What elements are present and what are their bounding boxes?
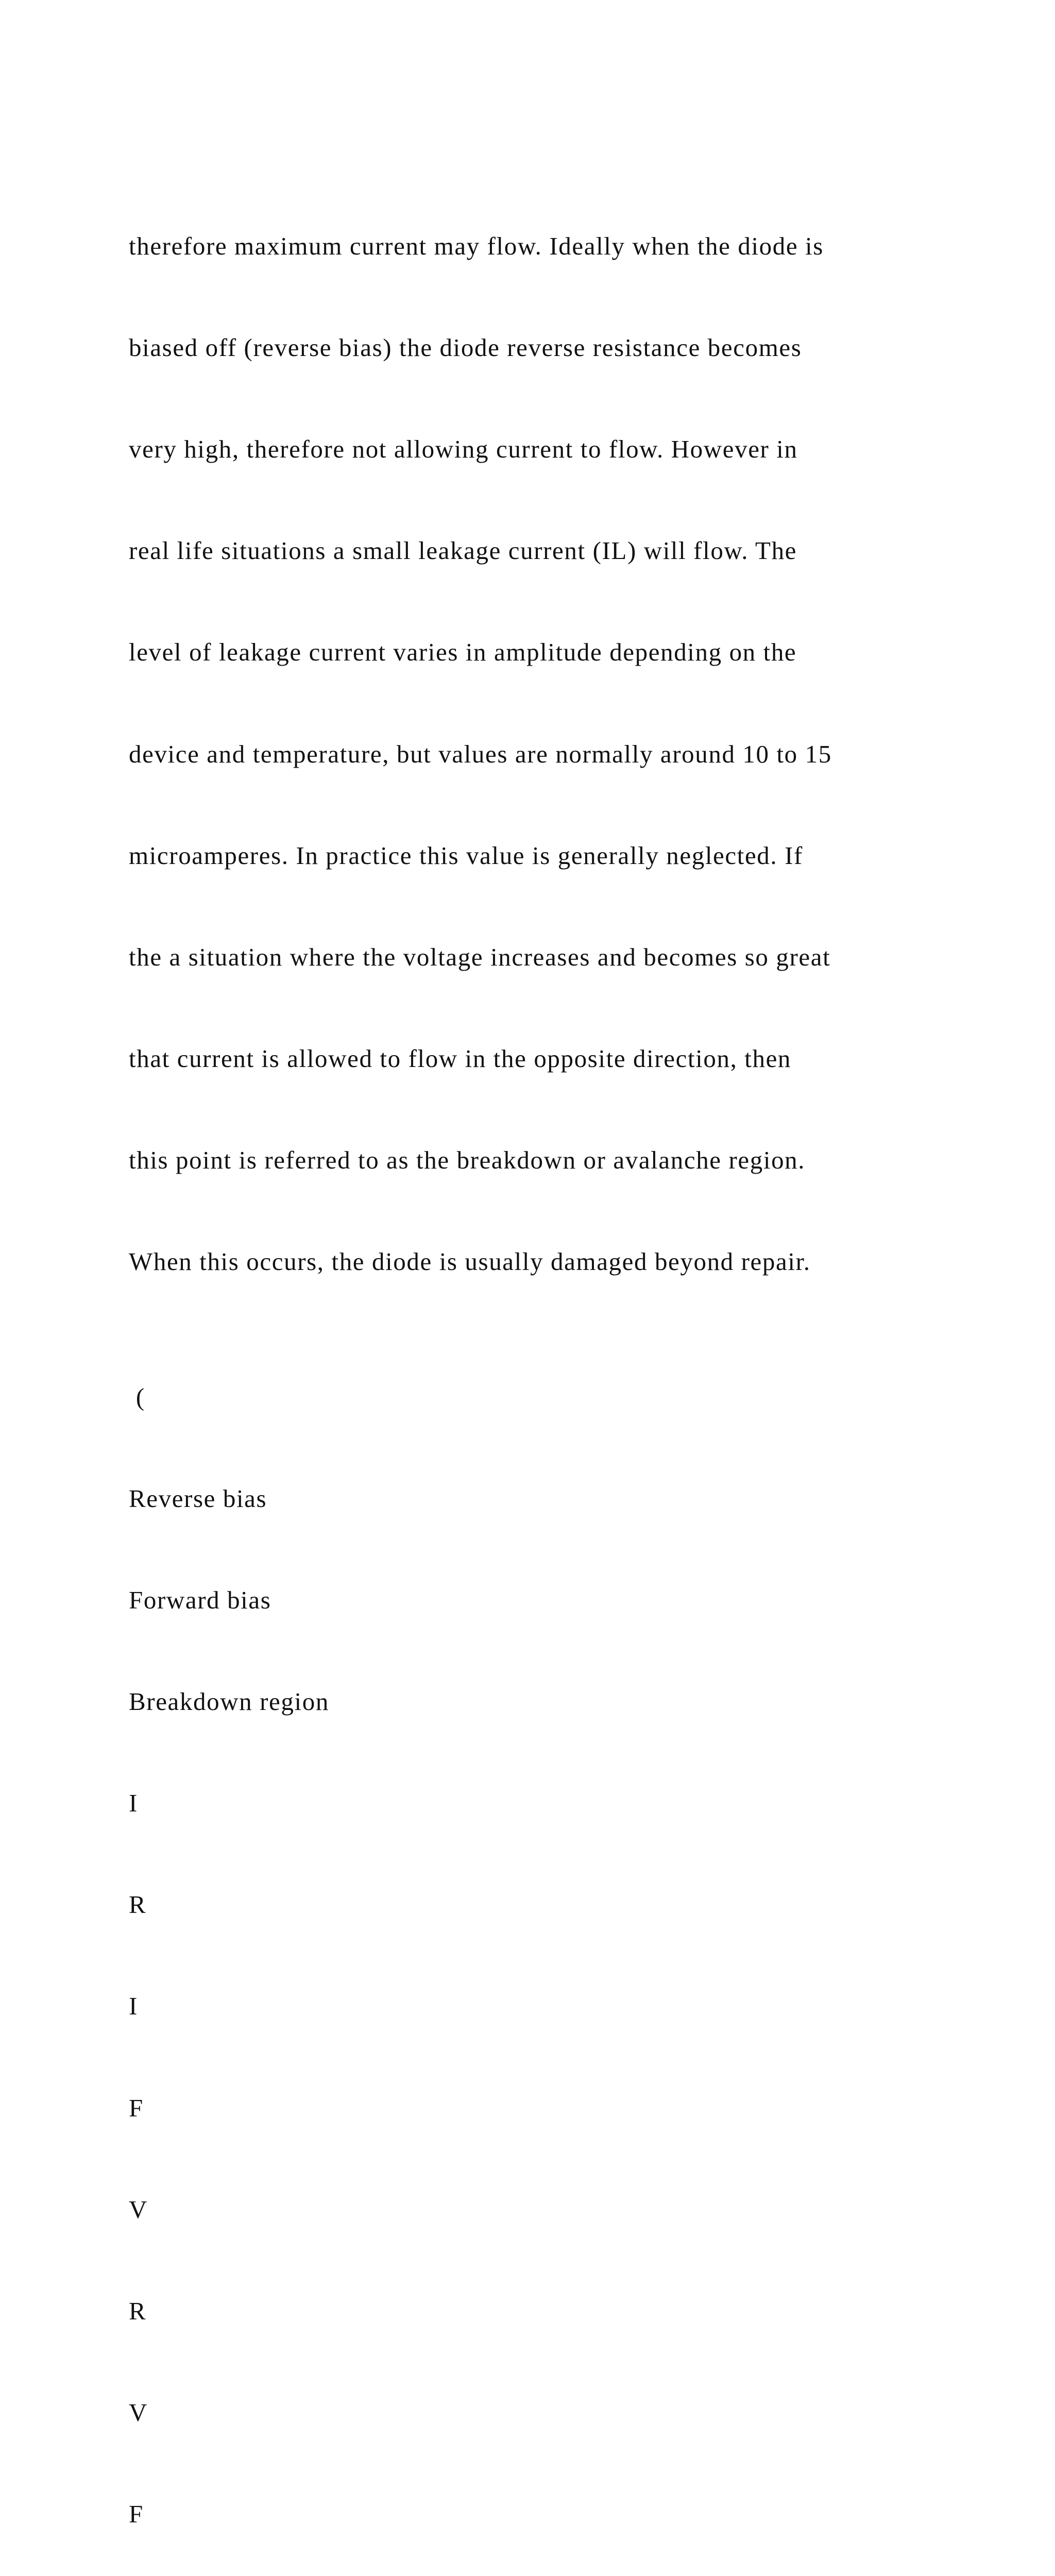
figure-label: R (129, 2296, 147, 2325)
figure-label: ( (129, 1382, 145, 1411)
paragraph-line: therefore maximum current may flow. Ideally when the diode is (129, 232, 824, 261)
paragraph-line: the a situation where the voltage increases and becomes so great (129, 942, 831, 971)
figure-label: V (129, 2398, 148, 2427)
figure-label: Reverse bias (129, 1484, 267, 1513)
figure-label: Forward bias (129, 1586, 271, 1615)
paragraph-line: very high, therefore not allowing current to flow. However in (129, 435, 798, 464)
figure-label: F (129, 2499, 144, 2528)
figure-label: F (129, 2093, 144, 2122)
figure-label: I (129, 1789, 138, 1818)
paragraph-line: When this occurs, the diode is usually damaged beyond repair. (129, 1247, 811, 1276)
paragraph-line: that current is allowed to flow in the opposite direction, then (129, 1044, 792, 1073)
figure-label: V (129, 2195, 148, 2224)
paragraph-line: level of leakage current varies in amplitude depending on the (129, 638, 797, 667)
document-body (129, 128, 984, 2576)
paragraph-line: real life situations a small leakage current (IL) will flow. The (129, 536, 797, 565)
figure-label: I (129, 1992, 138, 2021)
paragraph-line: microamperes. In practice this value is generally neglected. If (129, 841, 803, 870)
paragraph-line: this point is referred to as the breakdown or avalanche region. (129, 1145, 806, 1174)
figure-label: Breakdown region (129, 1687, 329, 1716)
paragraph-line: biased off (reverse bias) the diode reverse resistance becomes (129, 333, 802, 362)
figure-label: R (129, 1890, 147, 1919)
paragraph-line: device and temperature, but values are normally around 10 to 15 (129, 739, 832, 768)
